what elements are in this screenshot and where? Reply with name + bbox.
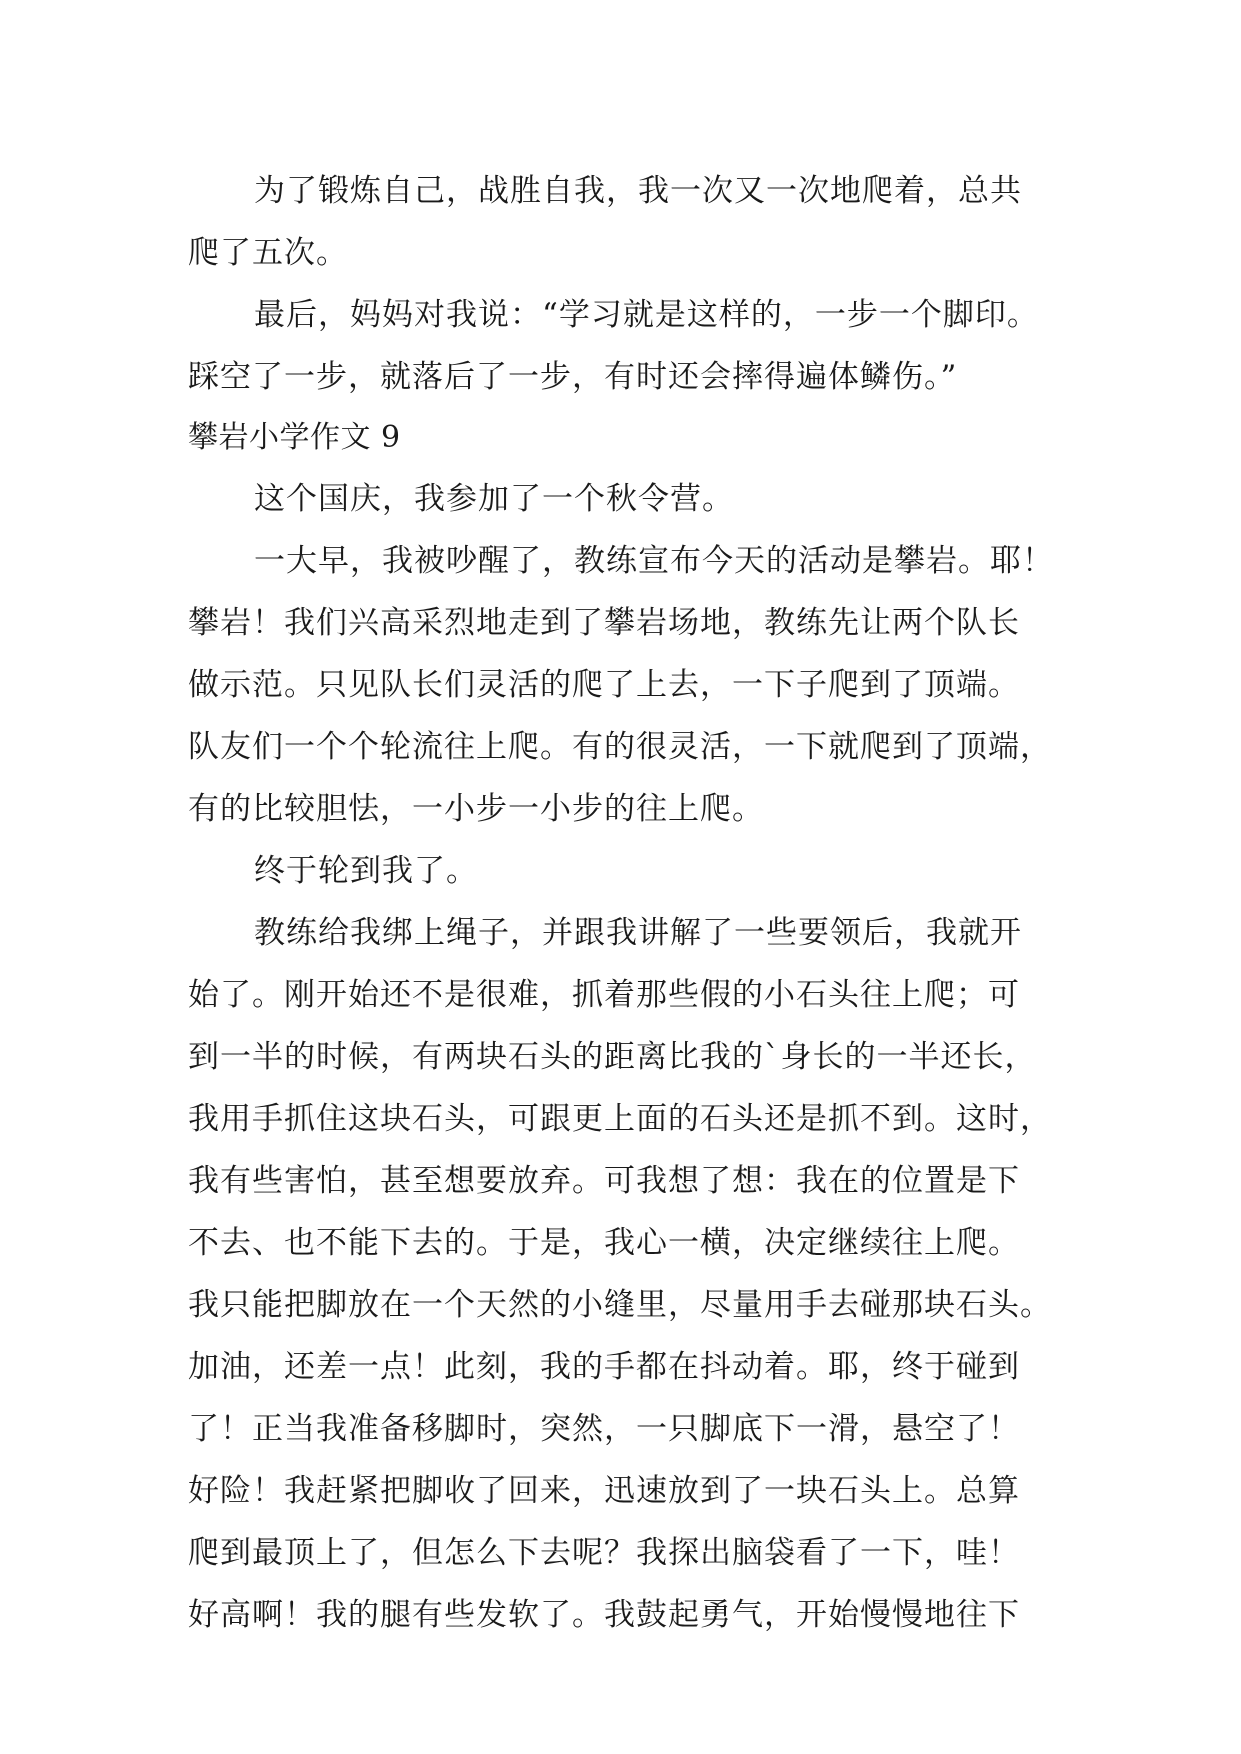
document-body: [188, 160, 1068, 1646]
paragraph-line: 教练给我绑上绳子，并跟我讲解了一些要领后，我就开: [254, 915, 1022, 951]
paragraph-line: 一大早，我被吵醒了，教练宣布今天的活动是攀岩。耶！: [254, 543, 1054, 579]
paragraph-line: 有的比较胆怯，一小步一小步的往上爬。: [188, 791, 764, 827]
paragraph-line: 队友们一个个轮流往上爬。有的很灵活，一下就爬到了顶端，: [188, 729, 1052, 765]
paragraph-line: 了！正当我准备移脚时，突然，一只脚底下一滑，悬空了！: [188, 1411, 1020, 1447]
paragraph-line: 我有些害怕，甚至想要放弃。可我想了想：我在的位置是下: [188, 1163, 1020, 1199]
paragraph-line: 始了。刚开始还不是很难，抓着那些假的小石头往上爬；可: [188, 977, 1020, 1013]
paragraph-line: 到一半的时候，有两块石头的距离比我的`身长的一半还长，: [188, 1039, 1037, 1075]
paragraph-line: 好险！我赶紧把脚收了回来，迅速放到了一块石头上。总算: [188, 1473, 1020, 1509]
paragraph-line: 为了锻炼自己，战胜自我，我一次又一次地爬着，总共: [254, 173, 1022, 209]
paragraph-line: 攀岩！我们兴高采烈地走到了攀岩场地，教练先让两个队长: [188, 605, 1020, 641]
paragraph-line: 我只能把脚放在一个天然的小缝里，尽量用手去碰那块石头。: [188, 1287, 1052, 1323]
paragraph-line: 爬到最顶上了，但怎么下去呢？我探出脑袋看了一下，哇！: [188, 1535, 1020, 1571]
paragraph-line: 终于轮到我了。: [254, 853, 478, 889]
section-heading: 攀岩小学作文 9: [188, 420, 401, 455]
paragraph-line: 这个国庆，我参加了一个秋令营。: [254, 481, 734, 517]
paragraph-line: 不去、也不能下去的。于是，我心一横，决定继续往上爬。: [188, 1225, 1020, 1261]
paragraph-line: 最后，妈妈对我说：“学习就是这样的，一步一个脚印。: [254, 297, 1039, 333]
paragraph-line: 我用手抓住这块石头，可跟更上面的石头还是抓不到。这时，: [188, 1101, 1052, 1137]
paragraph-line: 好高啊！我的腿有些发软了。我鼓起勇气，开始慢慢地往下: [188, 1597, 1020, 1633]
paragraph-line: 加油，还差一点！此刻，我的手都在抖动着。耶，终于碰到: [188, 1349, 1020, 1385]
paragraph-line: 踩空了一步，就落后了一步，有时还会摔得遍体鳞伤。”: [188, 359, 958, 395]
paragraph-line: 做示范。只见队长们灵活的爬了上去，一下子爬到了顶端。: [188, 667, 1020, 703]
paragraph-line: 爬了五次。: [188, 235, 348, 271]
